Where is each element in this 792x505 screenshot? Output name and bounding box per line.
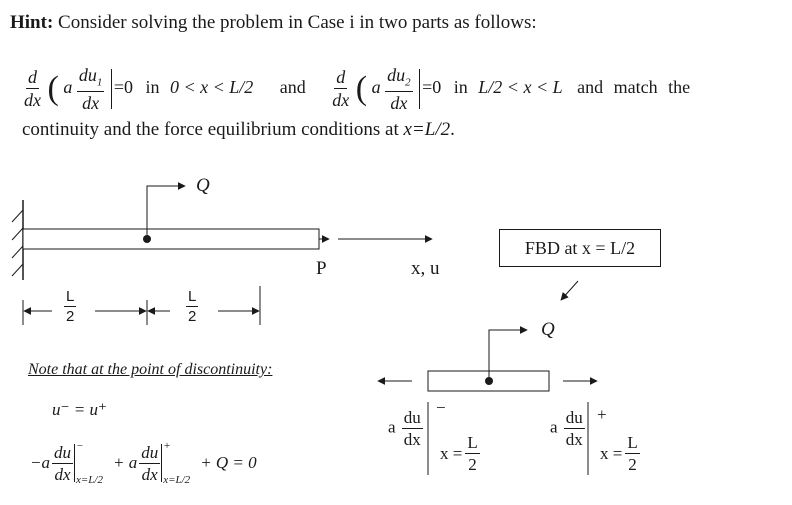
fbd-title-box: FBD at x = L/2 [499, 229, 661, 267]
fbd-q-label: Q [541, 319, 555, 340]
fbd-right-plus: + [597, 405, 607, 424]
d-dx-operator-1: $\frac{d}{dx}$ [24, 67, 41, 111]
fbd-right-expr: a $\frac{du}{dx}$ [550, 408, 583, 449]
hint-body: Consider solving the problem in Case i in two parts as follows: [53, 12, 537, 33]
coef-a-2: a [371, 76, 381, 97]
open-paren-2: ( [355, 69, 368, 107]
bar-rect [23, 229, 319, 249]
fixed-wall [12, 200, 23, 280]
fbd-left-minus: − [436, 398, 446, 417]
range-2: L/2 < x < L [478, 76, 563, 97]
fbd-right-eval: x = $\frac{L}{2}$ [600, 433, 638, 474]
continuity-sentence: continuity and the force equilibrium conditions at x=L/2. [22, 119, 455, 140]
du2-dx: $\frac{du_2}{dx}$ [387, 65, 411, 113]
xu-label: x, u [411, 258, 440, 279]
range-1: 0 < x < L/2 [170, 76, 254, 97]
in-word-1: in [145, 76, 160, 97]
continuity-eq: u⁻ = u⁺ [52, 400, 107, 419]
half-length-left: $\frac{L}{2}$ [66, 288, 75, 325]
eq-zero-1: =0 [113, 76, 133, 97]
hint-label: Hint: [10, 12, 54, 33]
q-label: Q [196, 175, 210, 196]
open-paren-1: ( [47, 69, 59, 107]
d-dx-operator-2: $\frac{d}{dx}$ [332, 67, 350, 111]
dimension-lines [23, 286, 260, 325]
fbd-pointer-arrow [561, 281, 578, 300]
coef-a-1: a [63, 76, 73, 97]
condition-x: x=L/2 [403, 119, 451, 140]
du1-dx: $\frac{du_1}{dx}$ [78, 65, 103, 113]
fbd-left-expr: a $\frac{du}{dx}$ [388, 408, 421, 449]
eq-zero-2: =0 [422, 76, 442, 97]
force-equilibrium-eq: −a $\frac{du}{dx}$ − x=L/2 + a $\frac{du}{dx}$ + x=L/2 + Q = 0 [30, 440, 257, 486]
fbd-left-eval: x = $\frac{L}{2}$ [440, 433, 478, 474]
and-word: and [279, 76, 306, 97]
half-length-right: $\frac{L}{2}$ [188, 288, 197, 325]
note-title: Note that at the point of discontinuity: [28, 361, 273, 378]
p-label: P [316, 258, 327, 279]
in-word-2: in [453, 76, 468, 97]
equation-tail: and match the [577, 76, 691, 97]
